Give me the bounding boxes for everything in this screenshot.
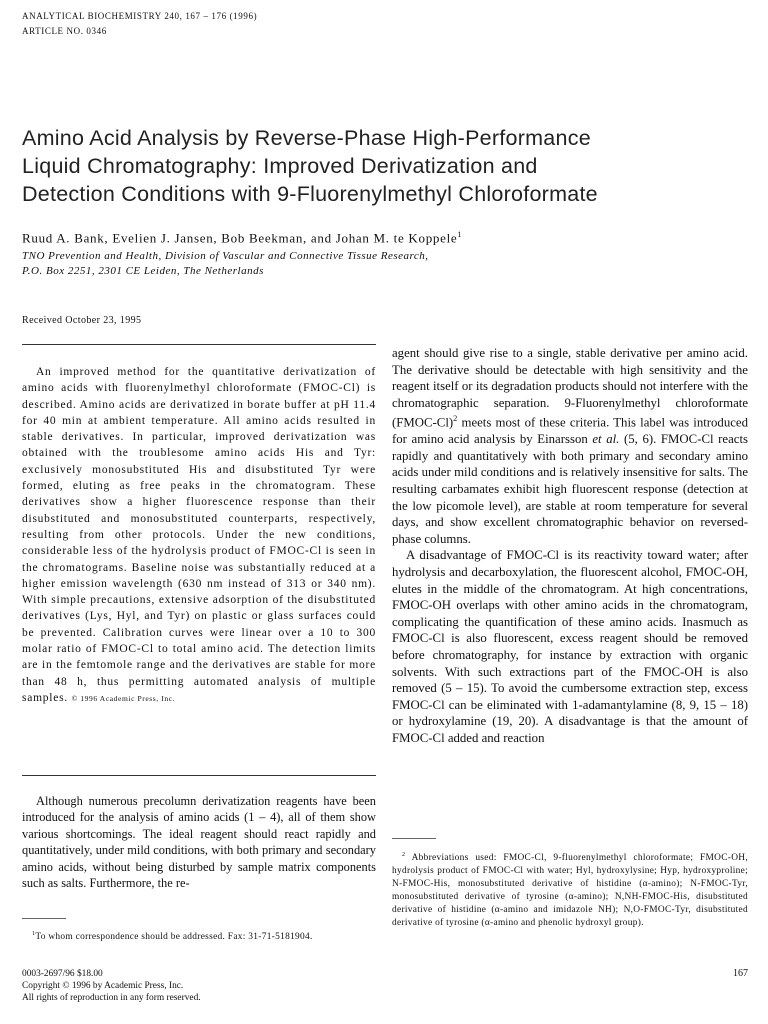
abstract-bottom-rule <box>22 775 376 776</box>
affiliation-line-1: TNO Prevention and Health, Division of Vascular and Connective Tissue Research, <box>22 250 429 262</box>
right-paragraph-1 <box>392 345 748 547</box>
journal-header <box>22 9 257 39</box>
footnote-rule-right <box>392 838 436 839</box>
footnote-1-text: To whom correspondence should be addressed. Fax: 31-71-5181904. <box>35 932 313 943</box>
footnote-1-mark: 1 <box>32 931 36 937</box>
title-line-1: Amino Acid Analysis by Reverse-Phase High-Performance <box>22 126 591 150</box>
abstract <box>22 364 376 707</box>
affiliation <box>22 249 429 279</box>
right-p1-part-b: meets most of these criteria. This label was introduced for amino acid analysis by Einarsson <box>392 415 748 447</box>
abstract-copyright: © 1996 Academic Press, Inc. <box>71 693 176 703</box>
issn-price: 0003-2697/96 $18.00 <box>22 969 103 979</box>
page-footer <box>22 968 201 1004</box>
introduction-paragraph <box>22 793 376 891</box>
abstract-text: An improved method for the quantitative derivatization of amino acids with fluorenylmethyl chloroformate (FMOC-Cl) is described. Amino acids are derivatized in borate buffer at pH 11.4 for 40 min at ambient temperature. All amino acids resulted in stable derivatives. In particular, improved derivatization was obtained with the troublesome amino acids His and Tyr: exclusively monosubstituted His and disubstituted Tyr were formed, eluting as free peaks in the chromatogram. These derivatives show a higher fluorescence response than their disubstituted and monosubstituted counterparts, respectively, resulting from other protocols. Under the new conditions, considerable less of the hydrolysis product of FMOC-Cl is seen in the chromatograms. Baseline noise was substantially reduced at a higher emission wavelength (630 nm instead of 313 or 340 nm). With simple precautions, extensive adsorption of the disubstituted derivatives (Lys, Hyl, and Tyr) on plastic or glass surfaces could be prevented. Calibration curves were linear over a 10 to 300 molar ratio of FMOC-Cl to total amino acid. The detection limits are in the femtomole range and the derivatives are stable for more than 48 h, thus permitting automated analysis of multiple samples. <box>22 366 376 704</box>
copyright-line: Copyright © 1996 by Academic Press, Inc. <box>22 981 184 991</box>
footnote-2-text: Abbreviations used: FMOC-Cl, 9-fluorenylmethyl chloroformate; FMOC-OH, hydrolysis product of FMOC-Cl with water; Hyl, hydroxylysine; Hyp, hydroxyproline; N-FMOC-His, monosubstituted derivative of histidine (α-amino); N-FMOC-Tyr, monosubstituted derivative of tyrosine (α-amino); N,NH-FMOC-His, disubstituted derivative of histidine (α-amino and imidazole NH); N,O-FMOC-Tyr, disubstituted derivative of tyrosine (α-amino and phenolic hydroxyl group). <box>392 853 748 929</box>
page-number: 167 <box>733 968 748 979</box>
footnote-1 <box>22 928 376 944</box>
footnote-2-ref: 2 <box>453 414 458 424</box>
right-paragraph-2: A disadvantage of FMOC-Cl is its reactivity toward water; after hydrolysis and decarboxylation, the fluorescent alcohol, FMOC-OH, elutes in the middle of the chromatogram. At high concentrations, FMOC-OH overlaps with other amino acids in the chromatogram, complicating the quantification of these amino acids. Inasmuch as FMOC-Cl is also fluorescent, excess reagent should be removed before chromatography, for instance by extraction with organic solvents. With such extractions part of the FMOC-OH is also removed (5 – 15). To avoid the cumbersome extraction step, excess FMOC-Cl can be eliminated with 1-adamantylamine (8, 9, 15 – 18) or hydroxylamine (19, 20). A disadvantage is that the amount of FMOC-Cl added and reaction <box>392 548 748 745</box>
title-line-2: Liquid Chromatography: Improved Derivatization and <box>22 154 538 178</box>
right-p1-part-c: (5, 6). FMOC-Cl reacts rapidly and quantitatively with both primary and secondary amino acids under mild conditions and is relatively insensitive for salts. The resulting carbamates exhibit high fluorescent response (detection at the low picomole level), are stable at room temperature for several days, and show excellent chromatographic behavior on reversed-phase columns. <box>392 432 748 546</box>
footnote-2-mark: 2 <box>402 852 406 858</box>
paper-title <box>22 124 752 208</box>
right-p1-etal: et al. <box>592 432 620 447</box>
right-column-body <box>392 345 748 747</box>
intro-text: Although numerous precolumn derivatization reagents have been introduced for the analysis of amino acids (1 – 4), all of them show various shortcomings. The ideal reagent should react rapidly and quantitatively, under mild conditions, with both primary and secondary amino acids, without being disturbed by sample matrix components such as salts. Furthermore, the re- <box>22 794 376 891</box>
affiliation-line-2: P.O. Box 2251, 2301 CE Leiden, The Netherlands <box>22 265 264 277</box>
right-p1-part-a: agent should give rise to a single, stable derivative per amino acid. The derivative should be detectable with high sensitivity and the reagent itself or its degradation products should not interfere with the chromatographic separation. 9-Fluorenylmethyl chloroformate (FMOC-Cl) <box>392 346 748 430</box>
author-footnote-mark: 1 <box>457 229 463 239</box>
footnote-rule-left <box>22 918 66 919</box>
article-number: ARTICLE NO. 0346 <box>22 26 107 36</box>
abstract-top-rule <box>22 344 376 345</box>
journal-citation: ANALYTICAL BIOCHEMISTRY 240, 167 – 176 (1996) <box>22 11 258 21</box>
received-date: Received October 23, 1995 <box>22 315 142 326</box>
footnote-2 <box>392 849 748 930</box>
author-list <box>22 229 462 246</box>
author-names: Ruud A. Bank, Evelien J. Jansen, Bob Beekman, and Johan M. te Koppele <box>22 230 458 246</box>
rights-line: All rights of reproduction in any form reserved. <box>22 993 201 1003</box>
title-line-3: Detection Conditions with 9-Fluorenylmethyl Chloroformate <box>22 182 598 206</box>
